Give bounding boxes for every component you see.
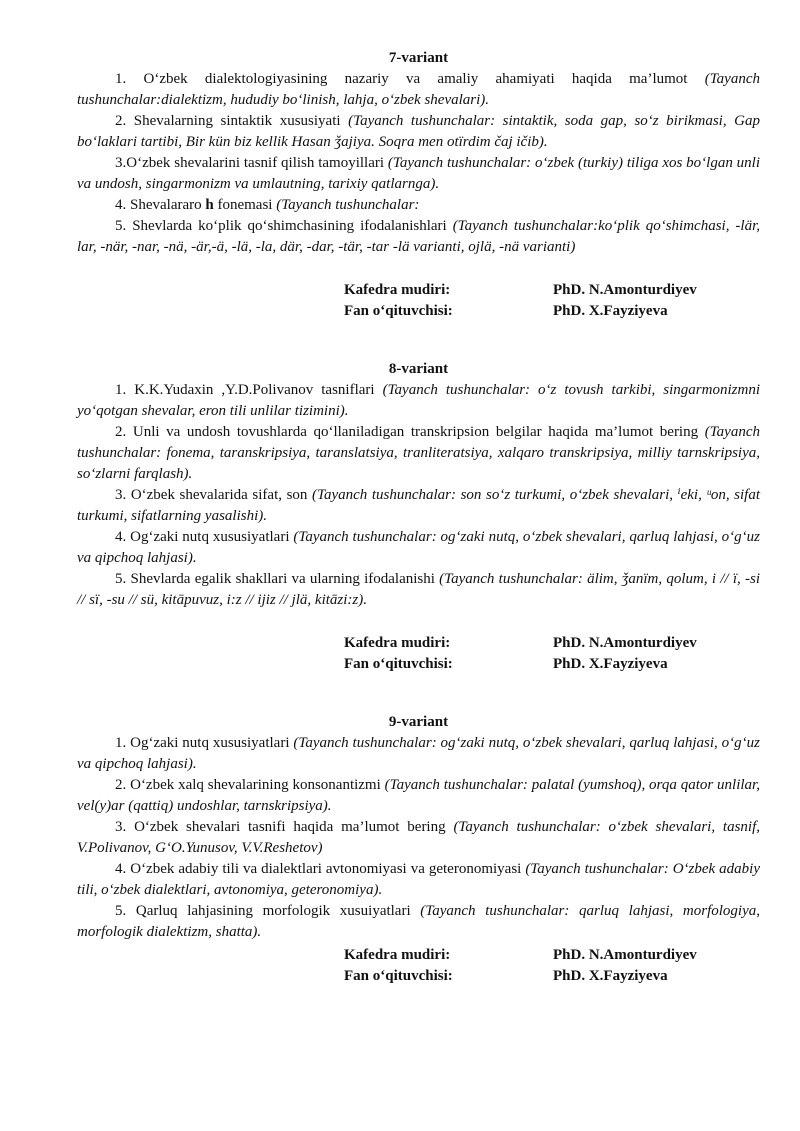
teacher-name: PhD. X.Fayziyeva [553,656,668,672]
key-concepts: (Tayanch tushunchalar: qarluq lahjasi, morfologiya, morfologik dialektizm, shatta). [77,903,760,940]
question-text: 1. K.K.Yudaxin ,Y.D.Polivanov tasniflari [115,382,383,398]
signature-block [77,280,760,322]
question-text: 5. Shevlarda ko‘plik qo‘shimchasining ifodalanishlari [115,218,453,234]
key-concepts: (Tayanch tushunchalar: O‘zbek adabiy tili, o‘zbek dialektlari, avtonomiya, geteronomiya). [77,861,761,898]
question-item [77,422,760,485]
question-item [77,485,760,527]
question-item [77,817,760,859]
key-concepts: (Tayanch tushunchalar: og‘zaki nutq, o‘zbek shevalari, qarluq lahjasi, o‘g‘uz va qipchoq lahjasi). [77,529,760,566]
teacher-role: Fan o‘qituvchisi: [344,968,453,984]
question-item [77,775,760,817]
key-concepts: (Tayanch tushunchalar: o‘z tovush tarkibi, singarmonizmni yo‘qotgan shevalar, eron tili unlilar tizimini). [77,382,760,419]
teacher-role: Fan o‘qituvchisi: [344,656,453,672]
head-name: PhD. N.Amonturdiyev [553,282,697,298]
key-concepts: (Tayanch tushunchalar: [276,197,420,213]
head-role: Kafedra mudiri: [344,635,451,651]
question-item [77,69,760,111]
key-concepts: (Tayanch tushunchalar: og‘zaki nutq, o‘zbek shevalari, qarluq lahjasi, o‘g‘uz va qipchoq lahjasi). [77,735,760,772]
question-item [77,216,760,258]
teacher-role: Fan o‘qituvchisi: [344,303,453,319]
question-text: 4. O‘zbek adabiy tili va dialektlari avtonomiyasi va geteronomiyasi [115,861,526,877]
variant-9-section [77,712,760,987]
question-text: 3.O‘zbek shevalarini tasnif qilish tamoyillari [115,155,388,171]
key-concepts: (Tayanch tushunchalar: o‘zbek (turkiy) tiliga xos bo‘lgan unli va undosh, singarmonizm va umlautning, tarixiy qatlarnga). [77,155,760,192]
question-item [77,859,760,901]
question-text: 2. Shevalarning sintaktik xususiyati [115,113,349,129]
head-role: Kafedra mudiri: [344,282,451,298]
question-text: 5. Shevlarda egalik shakllari va ularning ifodalanishi [115,571,440,587]
question-text: 2. Unli va undosh tovushlarda qo‘llaniladigan transkripsion belgilar haqida ma’lumot bering [115,424,705,440]
variant-title: 9-variant [388,714,449,730]
question-item [77,527,760,569]
question-text: 1. Og‘zaki nutq xususiyatlari [115,735,294,751]
question-item [77,153,760,195]
exam-document [77,48,760,987]
teacher-name: PhD. X.Fayziyeva [553,303,668,319]
key-concepts: (Tayanch tushunchalar: son so‘z turkumi, o‘zbek shevalari, ⁱeki, ᵘon, sifat turkumi, sifatlarning yasalishi). [77,487,760,524]
signature-block [77,945,760,987]
question-text: 1. O‘zbek dialektologiyasining nazariy va amaliy ahamiyati haqida ma’lumot [115,71,705,87]
question-text: 5. Qarluq lahjasining morfologik xusuiyatlari [115,903,421,919]
question-item [77,569,760,611]
question-text-cont: fonemasi [213,197,277,213]
key-concepts: (Tayanch tushunchalar:dialektizm, hududiy bo‘linish, lahja, o‘zbek shevalari). [77,71,760,108]
question-item [77,380,760,422]
signature-block [77,633,760,675]
variant-title: 8-variant [388,361,449,377]
teacher-name: PhD. X.Fayziyeva [553,968,668,984]
question-text: 2. O‘zbek xalq shevalarining konsonantizmi [115,777,385,793]
variant-title: 7-variant [388,50,449,66]
question-text: 3. O‘zbek shevalari tasnifi haqida ma’lumot bering [115,819,454,835]
question-text: 4. Shevalararo [115,197,206,213]
key-concepts: (Tayanch tushunchalar: fonema, taranskripsiya, taranslatsiya, tranliteratsiya, xalqaro transkripsiya, milliy tarnskripsiya, so‘zlarni farqlash). [77,424,760,482]
question-item [77,195,760,216]
head-role: Kafedra mudiri: [344,947,451,963]
phoneme-letter: h [205,197,214,213]
question-text: 3. O‘zbek shevalarida sifat, son [115,487,312,503]
key-concepts: (Tayanch tushunchalar: sintaktik, soda gap, so‘z birikmasi, Gap bo‘laklari tartibi, Bir kün biz kellik Hasan ǯajiya. Soqra men otïrdim čaj ičib). [77,113,760,150]
key-concepts: (Tayanch tushunchalar: palatal (yumshoq), orqa qator unlilar, vel(y)ar (qattiq) undoshlar, tarnskripsiya). [77,777,760,814]
head-name: PhD. N.Amonturdiyev [553,635,697,651]
question-text: 4. Og‘zaki nutq xususiyatlari [115,529,294,545]
variant-7-section [77,48,760,322]
question-item [77,733,760,775]
question-item [77,901,760,943]
variant-8-section [77,359,760,675]
key-concepts: (Tayanch tushunchalar:ko‘plik qo‘shimchasi, -lär, lar, -när, -nar, -nä, -är,-ä, -lä, -la, där, -dar, -tär, -tar -lä varianti, ojlä, -nä varianti) [77,218,760,255]
key-concepts: (Tayanch tushunchalar: o‘zbek shevalari, tasnif, V.Polivanov, G‘O.Yunusov, V.V.Reshetov) [77,819,760,856]
question-item [77,111,760,153]
key-concepts: (Tayanch tushunchalar: älim, ǯanïm, qolum, i // ï, -si // sï, -su // sü, kitāpuvuz, i:z // ijiz // jlä, kitāzi:z). [77,571,760,608]
head-name: PhD. N.Amonturdiyev [553,947,697,963]
